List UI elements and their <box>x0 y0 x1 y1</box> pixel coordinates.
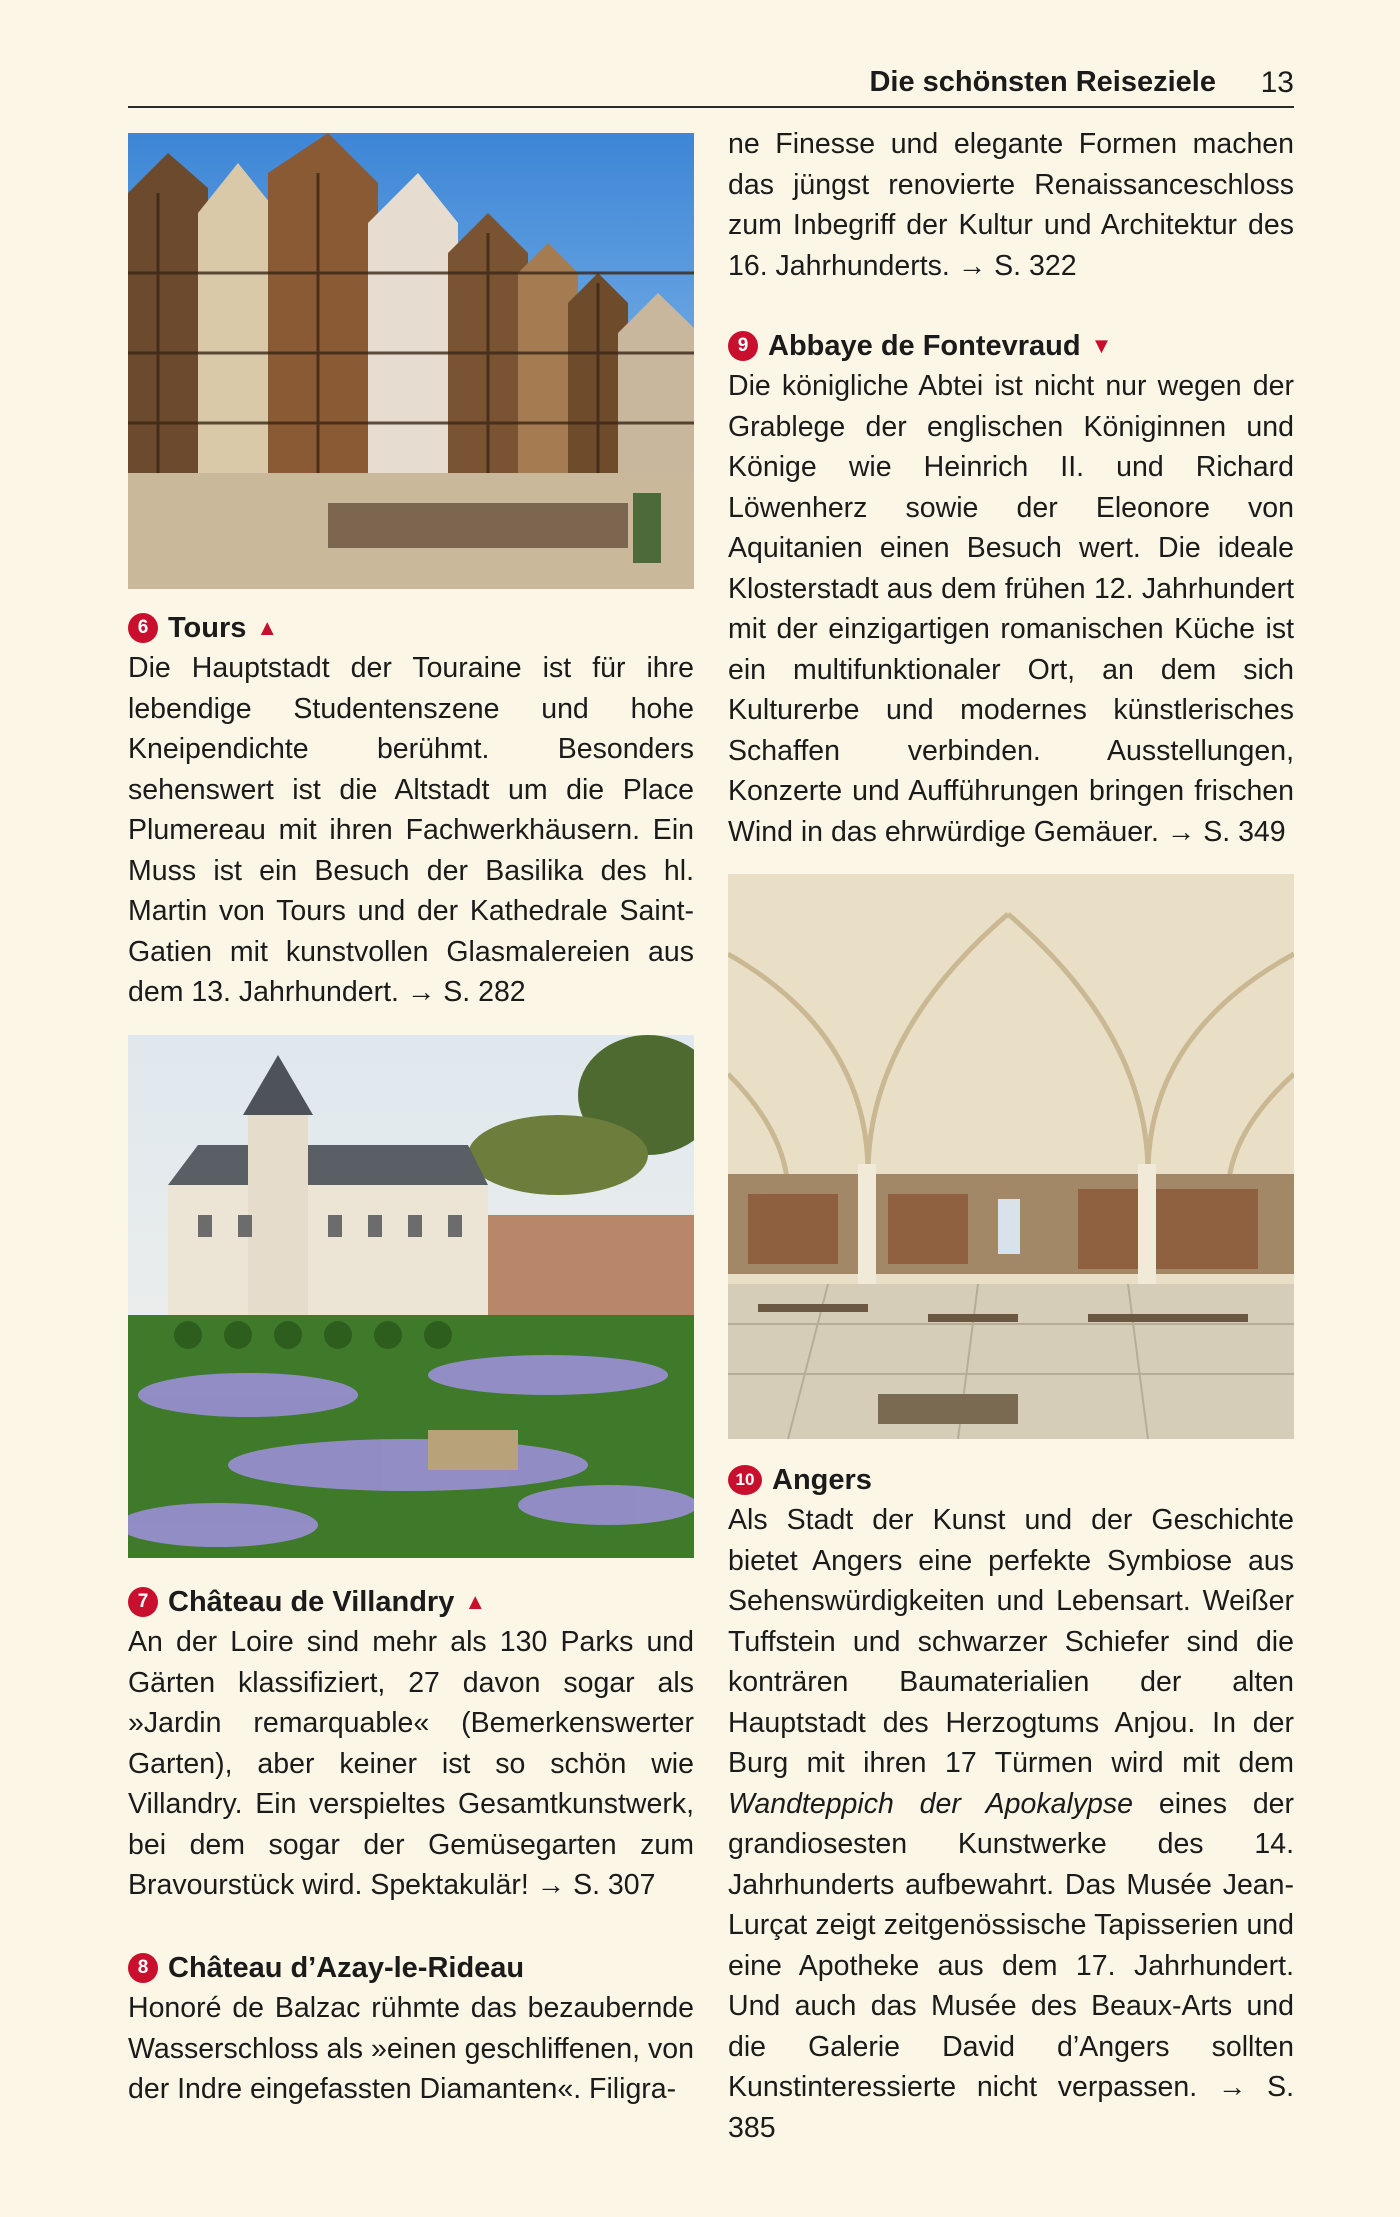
entry-tours-title <box>128 608 694 648</box>
tours-photo-illustration <box>128 133 694 589</box>
entry-azay <box>128 1948 694 2110</box>
tours-photo <box>128 133 694 589</box>
entry-number-badge: 9 <box>728 331 758 361</box>
entry-text: Honoré de Balzac rühmte das bezaubernde Wasserschloss als »einen geschliffenen, von der Indre eingefassten Diamanten«. Filigra- <box>128 1992 694 2105</box>
entry-number-badge: 8 <box>128 1953 158 1983</box>
entry-title: Tours <box>168 612 247 644</box>
entry-angers <box>728 1460 1294 2148</box>
triangle-up-icon: ▲ <box>256 615 279 640</box>
fontevraud-photo <box>728 874 1294 1439</box>
entry-fontevraud <box>728 326 1294 852</box>
entry-angers-title <box>728 1460 1294 1500</box>
entry-villandry-title <box>128 1582 694 1622</box>
entry-text: Die Hauptstadt der Touraine ist für ihre lebendige Studentenszene und hohe Kneipendichte berühmt. Besonders sehenswert ist die Altstadt um die Place Plumereau mit ihren Fachwerkhäusern. Ein Muss ist ein Besuch der Basilika des hl. Martin von Tours und der Kathedrale Saint-Gatien mit kunstvollen Glasmalereien aus dem 13. Jahrhundert. → S. 282 <box>128 652 694 1008</box>
entry-title: Château d’Azay-le-Rideau <box>168 1952 525 1984</box>
triangle-down-icon: ▼ <box>1090 333 1113 358</box>
entry-fontevraud-title <box>728 326 1294 366</box>
entry-text <box>728 1500 1294 2148</box>
fontevraud-photo-illustration <box>728 874 1294 1439</box>
villandry-photo-illustration <box>128 1035 694 1558</box>
running-header <box>128 58 1294 108</box>
entry-text-part: eines der grandiosesten Kunstwerke des 14. Jahrhunderts aufbewahrt. Das Musée Jean-Lurçat zeigt zeitgenössische Tapisserien und eine Apotheke aus dem 17. Jahrhundert. Und auch das Musée des Beaux-Arts und die Galerie David d’Angers sollten Kunstinteressierte nicht verpassen. → S. 385 <box>728 1787 1295 2144</box>
entry-title: Angers <box>772 1464 872 1496</box>
villandry-photo <box>128 1035 694 1558</box>
entry-text: An der Loire sind mehr als 130 Parks und Gärten klassifiziert, 27 davon sogar als »Jardin remarquable« (Bemerkenswerter Garten), aber keiner ist so schön wie Villandry. Ein verspieltes Gesamtkunstwerk, bei dem sogar der Gemüsegarten zum Bravourstück wird. Spektakulär! → S. 307 <box>128 1626 694 1901</box>
entry-azay-continued <box>728 124 1294 286</box>
triangle-up-icon: ▲ <box>464 1589 487 1614</box>
entry-azay-title <box>128 1948 694 1988</box>
entry-number-badge: 10 <box>728 1465 762 1495</box>
entry-number-badge: 6 <box>128 613 158 643</box>
entry-title: Château de Villandry <box>168 1586 455 1618</box>
entry-tours <box>128 608 694 1013</box>
entry-villandry <box>128 1582 694 1906</box>
entry-number-badge: 7 <box>128 1587 158 1617</box>
entry-title: Abbaye de Fontevraud <box>768 330 1081 362</box>
entry-text-italic: Wandteppich der Apokalypse <box>728 1787 1133 1820</box>
entry-text: ne Finesse und elegante Formen machen das jüngst renovierte Renaissanceschloss zum Inbegriff der Kultur und Architektur des 16. Jahrhunderts. → S. 322 <box>728 128 1294 282</box>
section-title: Die schönsten Reiseziele <box>869 66 1216 98</box>
page-number: 13 <box>1260 66 1294 99</box>
entry-text-part: Als Stadt der Kunst und der Geschichte bietet Angers eine perfekte Symbiose aus Sehenswürdigkeiten und Lebensart. Weißer Tuffstein und schwarzer Schiefer sind die konträren Baumaterialien der alten Hauptstadt des Herzogtums Anjou. In der Burg mit ihren 17 Türmen wird mit dem <box>728 1504 1294 1779</box>
entry-text: Die königliche Abtei ist nicht nur wegen der Grablege der englischen Königinnen und Könige wie Heinrich II. und Richard Löwenherz sowie der Eleonore von Aquitanien einen Besuch wert. Die ideale Klosterstadt aus dem frühen 12. Jahrhundert mit der einzigartigen romanischen Küche ist ein multifunktionaler Ort, an dem sich Kulturerbe und modernes künstlerisches Schaffen verbinden. Ausstellungen, Konzerte und Aufführungen bringen frischen Wind in das ehrwürdige Gemäuer. → S. 349 <box>728 370 1294 848</box>
